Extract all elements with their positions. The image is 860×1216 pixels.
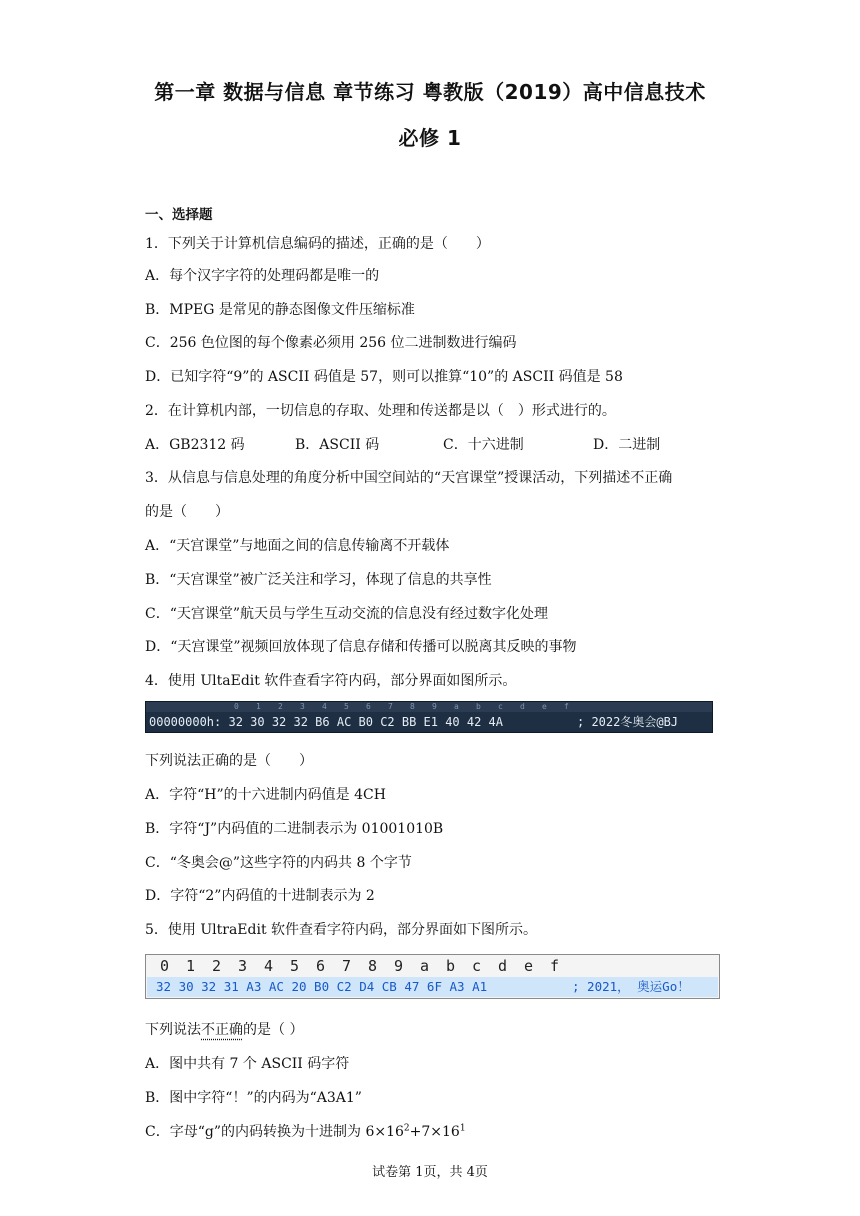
ruler-digit: 0 [234,702,239,711]
question-3-stem-line-2: 的是（ ） [145,504,229,520]
superscript: 1 [459,1123,466,1134]
page-footer: 试卷第 1页，共 4页 [372,1165,488,1180]
hex-viewer-figure-1 [145,701,713,733]
hex-ruler [146,955,719,977]
question-4-option-c: C．“冬奥会@”这些字符的内码共 8 个字节 [145,855,412,871]
question-3-stem-line-1: 3．从信息与信息处理的角度分析中国空间站的“天宫课堂”授课活动，下列描述不正确 [145,470,673,486]
question-1-option-b: B．MPEG 是常见的静态图像文件压缩标准 [145,302,415,318]
ruler-digit: e [542,702,547,711]
section-heading: 一、选择题 [145,207,213,223]
question-1-option-a: A．每个汉字字符的处理码都是唯一的 [145,268,380,284]
ruler-digit: 5 [344,702,349,711]
question-1-option-d: D．已知字符“9”的 ASCII 码值是 57，则可以推算“10”的 ASCII 码值是 58 [145,369,623,385]
question-4-prompt: 下列说法正确的是（ ） [145,753,313,769]
ruler-digit: b [446,957,456,975]
question-2-option-d: D．二进制 [593,437,661,453]
hex-bytes: 32 30 32 31 A3 AC 20 B0 C2 D4 CB 47 6F A3 A1 [156,979,488,994]
hex-byte-row: 00000000h: 32 30 32 32 B6 AC B0 C2 BB E1 40 42 4A [149,715,504,729]
prompt-text: 的是（ ） [243,1022,304,1038]
ruler-digit: 0 [160,957,170,975]
question-5-stem: 5．使用 UltraEdit 软件查看字符内码，部分界面如下图所示。 [145,922,538,938]
question-4-stem: 4．使用 UltaEdit 软件查看字符内码，部分界面如图所示。 [145,673,517,689]
question-1-stem: 1．下列关于计算机信息编码的描述，正确的是（ ） [145,236,490,252]
ruler-digit: 5 [290,957,300,975]
question-2-option-b: B．ASCII 码 [295,437,380,453]
ruler-digit: 1 [186,957,196,975]
question-2-option-c: C．十六进制 [443,437,524,453]
ruler-digit: c [498,702,503,711]
question-3-option-a: A．“天宫课堂”与地面之间的信息传输离不开载体 [145,538,450,554]
ruler-digit: 3 [238,957,248,975]
superscript: 2 [403,1123,410,1134]
question-5-option-a: A．图中共有 7 个 ASCII 码字符 [145,1056,350,1072]
document-title-line-1: 第一章 数据与信息 章节练习 粤教版（2019）高中信息技术 [154,80,706,104]
document-title-line-2: 必修 1 [398,126,462,150]
option-text: +7×16 [409,1124,460,1140]
ruler-digit: c [472,957,482,975]
ruler-digit: a [454,702,459,711]
ruler-digit: 4 [322,702,327,711]
ruler-digit: 4 [264,957,274,975]
ruler-digit: 8 [410,702,415,711]
hex-text-column: ; 2021， 奥运Go！ [572,979,690,994]
question-5-prompt [145,1019,303,1039]
question-4-option-a: A．字符“H”的十六进制内码值是 4CH [145,787,386,803]
ruler-digit: 8 [368,957,378,975]
question-3-option-b: B．“天宫课堂”被广泛关注和学习，体现了信息的共享性 [145,572,492,588]
ruler-digit: 6 [366,702,371,711]
ruler-digit: e [524,957,534,975]
question-4-option-d: D．字符“2”内码值的十进制表示为 2 [145,888,375,904]
ruler-digit: 3 [300,702,305,711]
ruler-digit: 7 [342,957,352,975]
prompt-text: 下列说法 [145,1022,201,1038]
question-1-option-c: C．256 色位图的每个像素必须用 256 位二进制数进行编码 [145,335,517,351]
ruler-digit: 6 [316,957,326,975]
question-4-option-b: B．字符“J”内码值的二进制表示为 01001010B [145,821,444,837]
ruler-digit: f [564,702,569,711]
ruler-digit: d [520,702,525,711]
question-3-option-c: C．“天宫课堂”航天员与学生互动交流的信息没有经过数字化处理 [145,606,549,622]
ruler-digit: 7 [388,702,393,711]
ruler-digit: 9 [432,702,437,711]
question-5-option-b: B．图中字符“！”的内码为“A3A1” [145,1090,362,1106]
hex-byte-row-highlighted [147,977,718,997]
question-5-option-c [145,1121,466,1141]
ruler-digit: f [550,957,560,975]
question-2-stem: 2．在计算机内部，一切信息的存取、处理和传送都是以（ ）形式进行的。 [145,403,616,419]
ruler-digit: d [498,957,508,975]
prompt-emphasis: 不正确 [201,1022,243,1038]
option-text: C．字母“g”的内码转换为十进制为 6×16 [145,1124,404,1140]
question-3-option-d: D．“天宫课堂”视频回放体现了信息存储和传播可以脱离其反映的事物 [145,639,577,655]
ruler-digit: 1 [256,702,261,711]
hex-ruler [146,702,712,712]
ruler-digit: 2 [278,702,283,711]
question-2-option-a: A．GB2312 码 [145,437,245,453]
ruler-digit: 9 [394,957,404,975]
ruler-digit: b [476,702,481,711]
ruler-digit: 2 [212,957,222,975]
hex-text-column: ; 2022冬奥会@BJ [577,715,679,729]
ruler-digit: a [420,957,430,975]
hex-viewer-figure-2 [145,954,720,999]
